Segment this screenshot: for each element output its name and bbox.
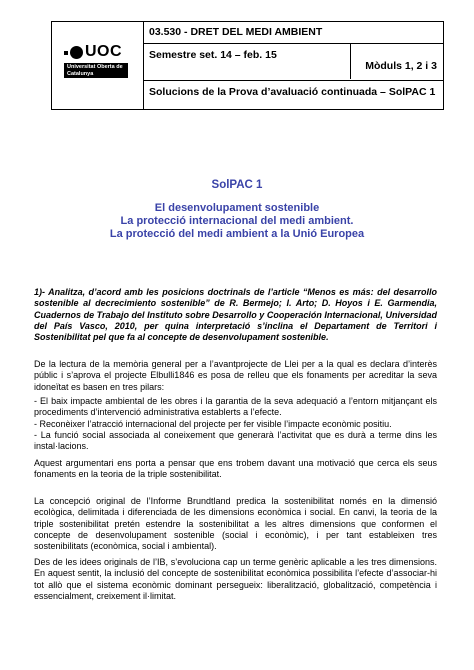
- paragraph-evolution: Des de les idees originals de l’IB, s’evoluciona cap un terme genèric aplicable a les tres dimensions. En aquest sentit, la inclusió del concepte de sostenibilitat econòmica possibilita l’efecte d’associar-hi tot allò que el sistema econòmic dominant persegueix: liberalització, globalització, competència i essencialment, creixement il·limitat.: [34, 557, 437, 601]
- exam-title: Solucions de la Prova d’avaluació continuada – SolPAC 1: [149, 86, 436, 98]
- logo-cell: [52, 22, 144, 109]
- logo-dots-icon: [64, 44, 84, 60]
- paragraph-brundtland: La concepció original de l’Informe Brundtland predica la sostenibilitat només en la dimensió ecològica, delimitada i diferenciada de les dimensions econòmica i social. En canvi, la teoria de la triple sostenibilitat pretén estendre la sostenibilitat a les altres dimensions que conformen el concepte de desenvolupament sostenible (social i econòmic), i per tant estableixen tres sostenibilitats (econòmica, social i ambiental).: [34, 496, 437, 552]
- bullet-list: [34, 396, 437, 452]
- uoc-logo: [64, 44, 134, 78]
- semester-row: [143, 43, 443, 81]
- paragraph-intro: De la lectura de la memòria general per a l’avantprojecte de Llei per a la qual es declara d’interès públic i s’aprova el projecte Elbulli1846 es posa de relleu que els fonaments per acreditar la seva idoneïtat es basen en tres pilars:: [34, 359, 437, 392]
- list-item: - El baix impacte ambiental de les obres i la garantia de la seva adequació a l’entorn mitjançant els procediments d’intervenció administrativa establerts a l’efecte.: [34, 396, 437, 418]
- subtitle-line: El desenvolupament sostenible: [154, 202, 320, 214]
- question-text: 1)- Analitza, d’acord amb les posicions doctrinals de l’article “Menos es más: del desarrollo sostenible al decrecimiento sostenible” de R. Bermejo; I. Arto; D. Hoyos i E. Garmendia, Cuadernos de Trabajo del Instituto sobre Desarrollo y Cooperación Internacional, Universidad del País Vasco, 2010, per quina interpretació s’inclina el Departament de Territori i Sostenibilitat pel que fa al concepte de desenvolupament sostenible.: [34, 287, 437, 343]
- logo-mark: [64, 44, 134, 60]
- course-title: 03.530 - DRET DEL MEDI AMBIENT: [149, 26, 323, 38]
- exam-title-row: [143, 80, 443, 109]
- list-item: - Reconèixer l’atracció internacional del projecte per fer visible l’impacte econòmic positiu.: [34, 418, 392, 429]
- semester-label: Semestre set. 14 – feb. 15: [149, 49, 277, 61]
- paragraph-triple: Aquest argumentari ens porta a pensar que ens trobem davant una motivació que cerca els seus fonaments en la teoria de la triple sostenibilitat.: [34, 458, 437, 480]
- subtitle-line: La protecció internacional del medi ambient.: [120, 215, 354, 227]
- document-subtitle: [0, 202, 474, 241]
- header-table: [51, 21, 444, 110]
- modules-cell: [350, 43, 443, 79]
- logo-text: UOC: [85, 43, 123, 60]
- list-item: - La funció social associada al coneixement que generarà l’activitat que es durà a terme dins les instal·lacions.: [34, 429, 437, 452]
- modules-label: Mòduls 1, 2 i 3: [365, 60, 437, 72]
- course-row: [143, 22, 443, 44]
- solpac-title: SolPAC 1: [211, 179, 263, 191]
- subtitle-line: La protecció del medi ambient a la Unió Europea: [109, 228, 365, 240]
- logo-subtitle: Universitat Oberta de Catalunya: [64, 63, 128, 78]
